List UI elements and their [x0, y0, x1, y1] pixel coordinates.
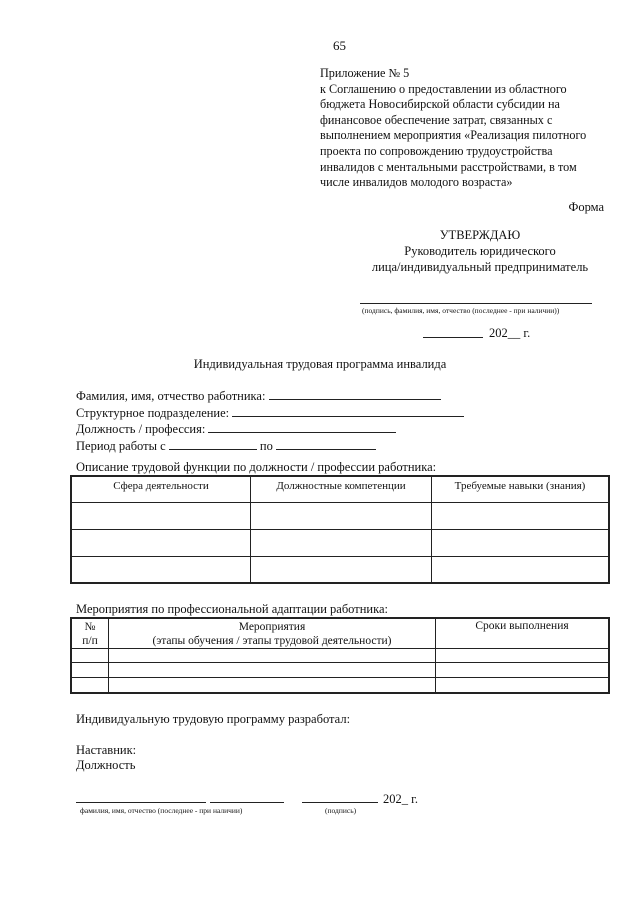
department-blank[interactable] — [232, 405, 464, 417]
approval-line-2: лица/индивидуальный предприниматель — [371, 260, 589, 274]
table-cell[interactable] — [109, 649, 436, 663]
name-label: Фамилия, имя, отчество работника: — [76, 389, 266, 403]
table-row — [71, 556, 609, 583]
mentor-signature-line[interactable] — [302, 802, 378, 803]
table-cell[interactable] — [71, 649, 109, 663]
mentor-name-caption: фамилия, имя, отчество (последнее - при наличии) — [80, 806, 243, 815]
table-cell[interactable] — [251, 556, 432, 583]
table-row — [71, 678, 609, 693]
employee-fields — [76, 388, 464, 454]
table-cell[interactable] — [251, 502, 432, 529]
header-activities-line1: Мероприятия — [238, 621, 306, 633]
header-number-line2: п/п — [82, 635, 98, 647]
table-cell[interactable] — [71, 502, 251, 529]
table-cell[interactable] — [432, 529, 610, 556]
department-field-row — [76, 405, 464, 422]
period-start-blank[interactable] — [169, 438, 257, 450]
header-deadline: Сроки выполнения — [436, 618, 610, 649]
table-cell[interactable] — [432, 502, 610, 529]
period-to-label: по — [259, 438, 273, 453]
table-row — [71, 529, 609, 556]
period-field-row — [76, 438, 464, 455]
appendix-line: финансовое обеспечение затрат, связанных с — [320, 112, 553, 127]
approval-line-1: Руководитель юридического — [404, 244, 556, 258]
mentor-signature-caption: (подпись) — [325, 806, 357, 815]
approval-date-suffix: 202__ г. — [489, 326, 531, 340]
table-cell[interactable] — [109, 678, 436, 693]
section2-title: Мероприятия по профессиональной адаптации работника: — [76, 602, 389, 616]
adaptation-table — [70, 617, 610, 694]
table-cell[interactable] — [71, 663, 109, 678]
appendix-line: проекта по сопровождению трудоустройства — [320, 143, 553, 158]
table-cell[interactable] — [436, 663, 610, 678]
table-cell[interactable] — [71, 556, 251, 583]
appendix-line: Приложение № 5 — [320, 66, 410, 80]
approval-signature-caption: (подпись, фамилия, имя, отчество (последнее - при наличии)) — [362, 306, 560, 315]
mentor-name-line[interactable] — [76, 802, 206, 803]
footer-date-suffix: 202_ г. — [383, 792, 418, 806]
position-blank[interactable] — [208, 421, 396, 433]
mentor-name-line-2[interactable] — [210, 802, 284, 803]
table-cell[interactable] — [436, 649, 610, 663]
header-activities — [109, 618, 436, 649]
table-cell[interactable] — [71, 678, 109, 693]
table-cell[interactable] — [109, 663, 436, 678]
approval-title: УТВЕРЖДАЮ — [439, 228, 521, 242]
approval-date-blank — [423, 325, 483, 338]
position-field-row — [76, 421, 464, 438]
header-competencies: Должностные компетенции — [251, 476, 432, 502]
appendix-line: к Соглашению о предоставлении из областного — [320, 81, 567, 96]
mentor-position-label: Должность — [76, 758, 136, 772]
table-row — [71, 502, 609, 529]
table-cell[interactable] — [251, 529, 432, 556]
name-field-row — [76, 388, 464, 405]
header-skills: Требуемые навыки (знания) — [432, 476, 610, 502]
table-cell[interactable] — [71, 529, 251, 556]
section1-title: Описание трудовой функции по должности / профессии работника: — [76, 460, 437, 474]
approval-signature-line — [360, 303, 592, 304]
header-number-line1: № — [84, 621, 96, 633]
table-header-row — [71, 618, 609, 649]
header-activities-line2: (этапы обучения / этапы трудовой деятельности) — [152, 635, 392, 647]
period-end-blank[interactable] — [276, 438, 376, 450]
table-row — [71, 663, 609, 678]
table-row — [71, 649, 609, 663]
table-cell[interactable] — [436, 678, 610, 693]
appendix-line: выполнением мероприятия «Реализация пилотного — [320, 128, 587, 143]
department-label: Структурное подразделение: — [76, 405, 230, 420]
appendix-line: инвалидов с ментальными расстройствами, в том — [320, 159, 577, 174]
name-blank[interactable] — [269, 388, 441, 400]
document-title: Индивидуальная трудовая программа инвалида — [193, 357, 447, 371]
table-header-row — [71, 476, 609, 502]
mentor-label: Наставник: — [76, 743, 137, 757]
page-number: 65 — [333, 38, 346, 53]
position-label: Должность / профессия: — [76, 422, 206, 436]
appendix-line: числе инвалидов молодого возраста» — [320, 175, 513, 190]
developed-by-label: Индивидуальную трудовую программу разработал: — [76, 712, 351, 726]
appendix-line: бюджета Новосибирской области субсидии на — [320, 97, 560, 112]
header-number — [71, 618, 109, 649]
table-cell[interactable] — [432, 556, 610, 583]
appendix-header — [320, 66, 620, 191]
form-label: Форма — [568, 200, 604, 214]
period-label: Период работы с — [76, 438, 166, 453]
header-sphere: Сфера деятельности — [71, 476, 251, 502]
job-function-table — [70, 475, 610, 584]
